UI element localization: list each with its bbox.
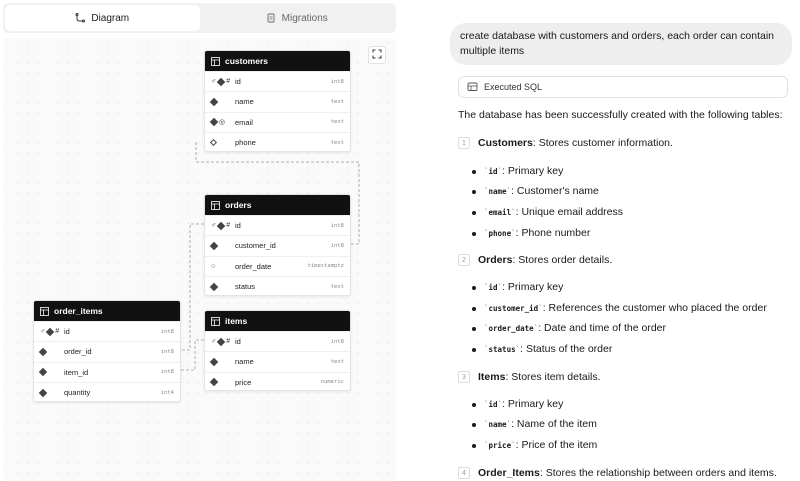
section-desc: : Stores customer information. [532, 137, 673, 149]
column-type: int4 [160, 389, 174, 396]
list-item: ` name ` : Name of the item [484, 418, 597, 430]
list-item: ` status ` : Status of the order [484, 343, 613, 355]
list-item: ` price ` : Price of the item [484, 439, 598, 451]
code-name: email [488, 207, 512, 217]
not-null-icon [217, 77, 225, 85]
column-type: int8 [330, 78, 344, 85]
identity-icon: # [226, 338, 231, 346]
column-row[interactable] [205, 235, 350, 255]
key-icon: ♂ [211, 222, 217, 230]
table-order-items[interactable] [33, 300, 181, 402]
column-name: id [235, 221, 241, 231]
column-row[interactable] [34, 341, 180, 361]
column-name: email [235, 117, 253, 127]
column-type: text [330, 139, 344, 146]
column-type: text [330, 358, 344, 365]
code-name: id [488, 399, 498, 409]
table-header [205, 311, 350, 331]
column-row[interactable] [205, 71, 350, 91]
section-desc: : Stores item details. [505, 371, 601, 383]
nullable-circle-icon: ○ [211, 262, 216, 270]
file-icon [266, 13, 276, 23]
bullet-text: : Phone number [515, 227, 591, 239]
table-header [205, 195, 350, 215]
not-null-icon [210, 378, 218, 386]
column-row[interactable] [205, 331, 350, 351]
table-header [205, 51, 350, 71]
expand-icon [372, 46, 382, 64]
identity-icon: # [55, 328, 60, 336]
column-row[interactable] [205, 132, 350, 152]
user-message: create database with customers and orders, each order can contain multiple items [450, 23, 792, 65]
bullet-text: : Price of the item [515, 439, 598, 451]
list-item: ` name ` : Customer's name [484, 185, 599, 197]
section-title: Customers [478, 137, 533, 149]
column-row[interactable] [34, 362, 180, 382]
list-item: ` email ` : Unique email address [484, 206, 623, 218]
section-title: Order_Items [478, 467, 540, 479]
table-icon [211, 57, 220, 66]
section-title: Items [478, 371, 506, 383]
section-desc: : Stores the relationship between orders and items. [539, 467, 777, 479]
executed-sql-toggle[interactable] [458, 76, 788, 98]
column-name: item_id [64, 367, 89, 377]
key-icon: ♂ [40, 328, 46, 336]
column-type: text [330, 98, 344, 105]
not-null-icon [39, 388, 47, 396]
column-type: text [330, 119, 344, 126]
section-number: 1 [458, 137, 470, 149]
code-name: customer_id [488, 303, 539, 313]
column-name: order_id [64, 347, 92, 357]
fullscreen-button[interactable] [368, 46, 386, 64]
table-icon [211, 317, 220, 326]
response-intro: The database has been successfully created with the following tables: [458, 109, 783, 121]
bullet-text: : Primary key [502, 398, 564, 410]
section-orders [458, 254, 767, 355]
table-orders[interactable] [204, 194, 351, 296]
executed-sql-label: Executed SQL [484, 82, 543, 92]
column-name: name [235, 97, 254, 107]
column-name: price [235, 377, 252, 387]
not-null-icon [210, 98, 218, 106]
column-row[interactable] [205, 256, 350, 276]
column-row[interactable] [205, 276, 350, 296]
list-item: ` id ` : Primary key [484, 398, 564, 410]
bullet-text: : References the customer who placed the order [542, 302, 767, 314]
table-header [34, 301, 180, 321]
list-item: ` order_date ` : Date and time of the order [484, 322, 667, 334]
key-icon: ♂ [211, 78, 217, 86]
section-items [458, 371, 601, 451]
identity-icon: # [226, 78, 231, 86]
table-name: order_items [54, 306, 103, 316]
not-null-icon [39, 368, 47, 376]
section-title: Orders [478, 254, 513, 266]
column-type: numeric [320, 379, 344, 386]
table-name: orders [225, 200, 252, 210]
list-item: ` customer_id ` : References the customer who placed the order [484, 302, 767, 314]
bullet-text: : Status of the order [520, 343, 613, 355]
bullet-text: : Unique email address [515, 206, 623, 218]
bullet-text: : Date and time of the order [538, 322, 667, 334]
bullet-text: : Customer's name [511, 185, 599, 197]
column-row[interactable] [205, 112, 350, 132]
not-null-icon [46, 327, 54, 335]
view-tabs [3, 3, 396, 33]
code-name: id [488, 166, 498, 176]
table-customers[interactable] [204, 50, 351, 152]
column-row[interactable] [205, 372, 350, 391]
unique-icon: ◎ [219, 118, 226, 126]
section-number: 2 [458, 254, 470, 266]
column-name: id [235, 77, 241, 87]
column-name: customer_id [235, 241, 276, 251]
identity-icon: # [226, 222, 231, 230]
column-type: text [330, 283, 344, 290]
tab-diagram[interactable] [5, 5, 200, 31]
diagram-pane [0, 0, 398, 481]
tab-migrations[interactable] [200, 5, 395, 31]
chat-pane [398, 0, 800, 481]
table-icon [40, 307, 49, 316]
column-type: timestamptz [307, 263, 344, 270]
column-name: id [235, 337, 241, 347]
column-name: name [235, 357, 254, 367]
code-name: phone [488, 228, 512, 238]
section-desc: : Stores order details. [512, 254, 613, 266]
code-name: order_date [488, 323, 534, 333]
bullet-text: : Name of the item [511, 418, 597, 430]
bullet-text: : Primary key [502, 165, 564, 177]
column-type: int8 [330, 222, 344, 229]
tab-migrations-label: Migrations [281, 12, 328, 24]
column-name: status [235, 282, 256, 292]
not-null-icon [39, 348, 47, 356]
section-customers [458, 137, 673, 239]
not-null-icon [217, 221, 225, 229]
column-type: int8 [330, 242, 344, 249]
list-item: ` phone ` : Phone number [484, 227, 591, 239]
section-order-items [458, 467, 777, 479]
key-icon: ♂ [211, 338, 217, 346]
column-type: int8 [330, 338, 344, 345]
column-row[interactable] [205, 215, 350, 235]
code-name: name [488, 419, 507, 429]
section-number: 4 [458, 467, 470, 479]
list-item: ` id ` : Primary key [484, 165, 564, 177]
not-null-icon [210, 118, 218, 126]
list-item: ` id ` : Primary key [484, 281, 564, 293]
not-null-icon [210, 358, 218, 366]
table-items[interactable] [204, 310, 351, 391]
not-null-icon [210, 282, 218, 290]
nullable-icon [210, 139, 217, 146]
column-row[interactable] [205, 351, 350, 371]
bullet-text: : Primary key [502, 281, 564, 293]
column-row[interactable] [34, 321, 180, 341]
code-name: status [488, 344, 516, 354]
section-number: 3 [458, 371, 470, 383]
code-name: price [488, 440, 512, 450]
database-icon [467, 81, 478, 94]
code-name: name [488, 186, 507, 196]
table-name: customers [225, 56, 268, 66]
tab-diagram-label: Diagram [91, 12, 130, 24]
column-type: int8 [160, 328, 174, 335]
code-name: id [488, 282, 498, 292]
column-row[interactable] [34, 382, 180, 402]
not-null-icon [217, 337, 225, 345]
column-name: phone [235, 138, 256, 148]
column-name: quantity [64, 388, 91, 398]
table-name: items [225, 316, 248, 326]
column-name: id [64, 327, 70, 337]
column-name: order_date [235, 261, 272, 271]
column-type: int8 [160, 369, 174, 376]
column-row[interactable] [205, 91, 350, 111]
column-type: int8 [160, 348, 174, 355]
table-icon [211, 201, 220, 210]
not-null-icon [210, 242, 218, 250]
diagram-icon [75, 13, 85, 23]
